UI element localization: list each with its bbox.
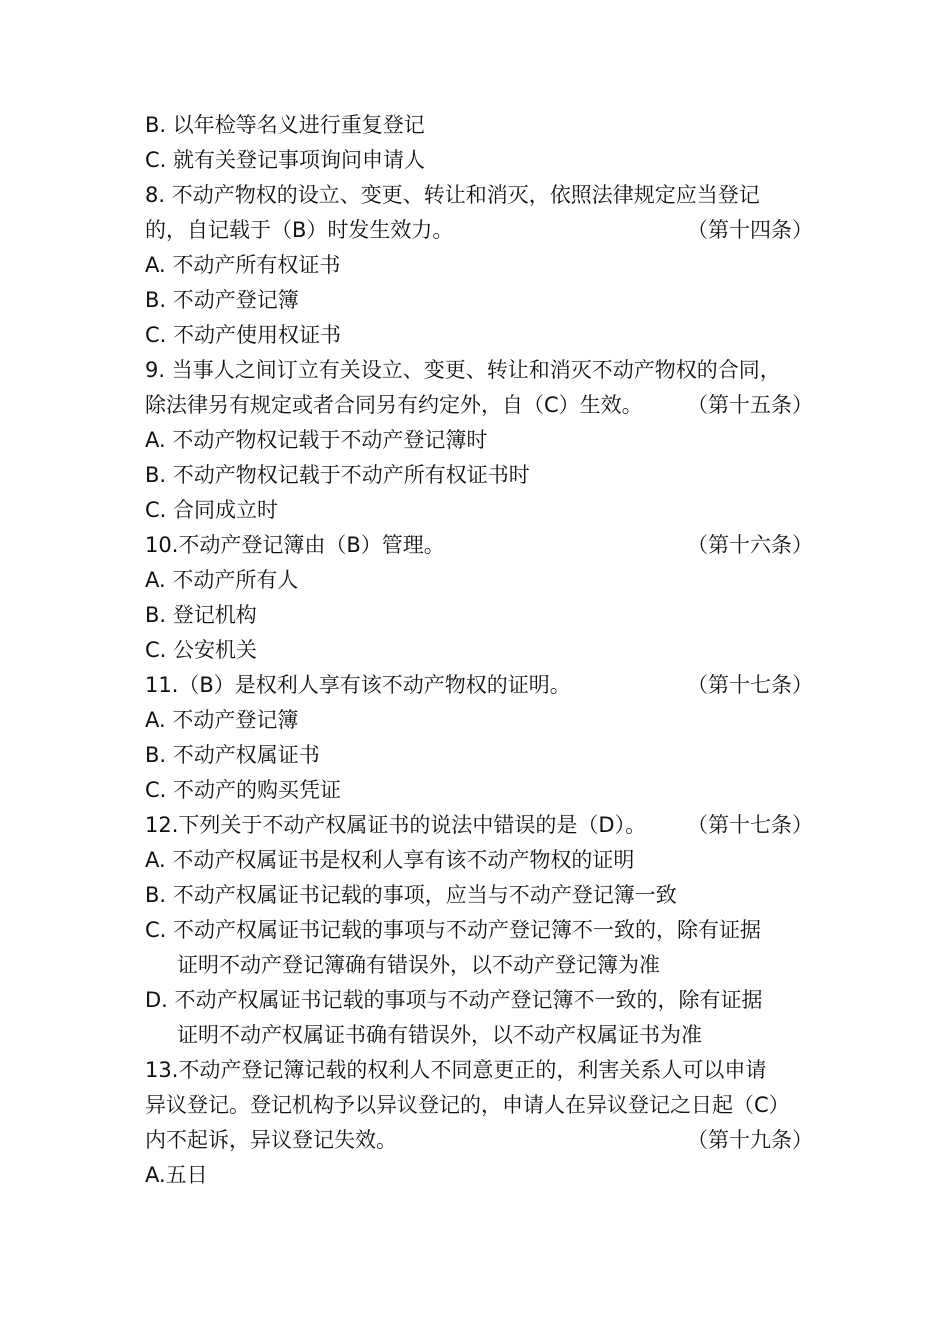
line-text: 13.不动产登记簿记载的权利人不同意更正的，利害关系人可以申请 [145,1058,767,1082]
line-text: 9. 当事人之间订立有关设立、变更、转让和消灭不动产物权的合同， [145,358,781,382]
line-text: 8. 不动产物权的设立、变更、转让和消灭，依照法律规定应当登记 [145,183,760,207]
line-text: 除法律另有规定或者合同另有约定外，自（C）生效。 [145,393,643,417]
option-line [145,633,813,668]
line-text: 内不起诉，异议登记失效。 [145,1128,397,1152]
line-text: C. 就有关登记事项询问申请人 [145,148,426,172]
option-line [145,318,813,353]
option-line [145,843,813,878]
line-text: D. 不动产权属证书记载的事项与不动产登记簿不一致的，除有证据 [145,988,763,1012]
article-reference: （第十九条） [687,1128,813,1152]
option-line [145,913,813,948]
option-line [145,773,813,808]
option-line [145,493,813,528]
line-text: 10.不动产登记簿由（B）管理。 [145,533,445,557]
option-line [145,703,813,738]
option-continuation-line [145,948,813,983]
line-text: C. 公安机关 [145,638,258,662]
question-11-line [145,668,813,703]
article-reference: （第十七条） [687,673,813,697]
question-12-line [145,808,813,843]
line-text: A. 不动产登记簿 [145,708,299,732]
line-text: C. 合同成立时 [145,498,279,522]
text-line [145,213,813,248]
document-page [145,108,813,1193]
line-text: A. 不动产物权记载于不动产登记簿时 [145,428,488,452]
question-13-line [145,1053,813,1088]
option-line [145,1158,813,1193]
article-reference: （第十六条） [687,533,813,557]
option-line [145,563,813,598]
question-8-line [145,178,813,213]
line-text: B. 不动产物权记载于不动产所有权证书时 [145,463,530,487]
option-line [145,423,813,458]
line-text: C. 不动产使用权证书 [145,323,342,347]
line-text: 异议登记。登记机构予以异议登记的，申请人在异议登记之日起（C） [145,1093,790,1117]
line-text: 12.下列关于不动产权属证书的说法中错误的是（D）。 [145,813,647,837]
option-line [145,983,813,1018]
option-line [145,458,813,493]
line-text: 11.（B）是权利人享有该不动产物权的证明。 [145,673,571,697]
line-text: A. 不动产权属证书是权利人享有该不动产物权的证明 [145,848,635,872]
option-line [145,248,813,283]
text-line [145,1088,813,1123]
line-text: 证明不动产权属证书确有错误外，以不动产权属证书为准 [177,1023,702,1047]
article-reference: （第十五条） [687,393,813,417]
article-reference: （第十四条） [687,218,813,242]
text-line [145,108,813,143]
line-text: B. 不动产登记簿 [145,288,299,312]
line-text: A. 不动产所有权证书 [145,253,341,277]
question-9-line [145,353,813,388]
option-continuation-line [145,1018,813,1053]
option-line [145,738,813,773]
text-line [145,388,813,423]
line-text: 证明不动产登记簿确有错误外，以不动产登记簿为准 [177,953,660,977]
option-line [145,598,813,633]
line-text: B. 以年检等名义进行重复登记 [145,113,425,137]
line-text: A. 不动产所有人 [145,568,299,592]
text-line [145,143,813,178]
line-text: C. 不动产的购买凭证 [145,778,342,802]
option-line [145,283,813,318]
text-line [145,1123,813,1158]
question-10-line [145,528,813,563]
line-text: 的，自记载于（B）时发生效力。 [145,218,454,242]
article-reference: （第十七条） [687,813,813,837]
line-text: B. 不动产权属证书记载的事项，应当与不动产登记簿一致 [145,883,677,907]
line-text: B. 不动产权属证书 [145,743,320,767]
option-line [145,878,813,913]
line-text: B. 登记机构 [145,603,257,627]
line-text: C. 不动产权属证书记载的事项与不动产登记簿不一致的，除有证据 [145,918,762,942]
line-text: A.五日 [145,1163,208,1187]
